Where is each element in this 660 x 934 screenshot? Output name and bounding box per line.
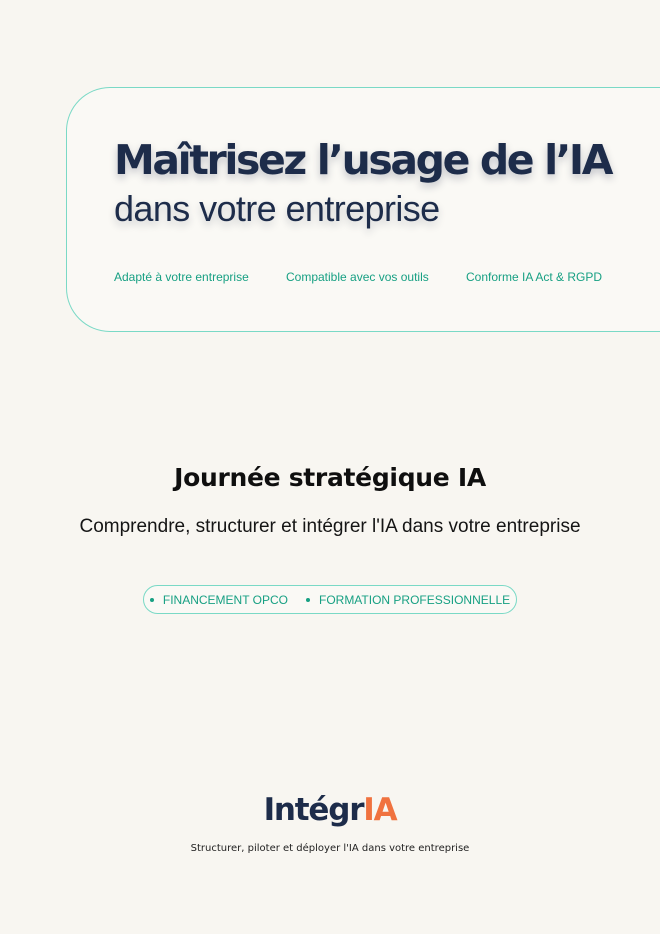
badge-opco (150, 593, 288, 607)
feature-compliance: Conforme IA Act & RGPD (466, 270, 603, 284)
hero-title: Maîtrisez l’usage de l’IA (114, 136, 612, 184)
badges-pill (143, 585, 517, 614)
bullet-dot-icon (150, 598, 154, 602)
feature-compatible: Compatible avec vos outils (286, 270, 429, 284)
hero-subtitle: dans votre entreprise (114, 188, 440, 229)
bullet-dot-icon (306, 598, 310, 602)
event-title: Journée stratégique IA (174, 463, 486, 492)
brand-name-part2: IA (363, 792, 397, 828)
badge-opco-label: FINANCEMENT OPCO (162, 592, 288, 607)
badge-formation (306, 593, 510, 607)
badge-formation-label: FORMATION PROFESSIONNELLE (318, 592, 511, 607)
brand-name-part1: Intégr (263, 792, 364, 828)
brand-tagline: Structurer, piloter et déployer l'IA dans votre entreprise (190, 843, 470, 854)
feature-adapted: Adapté à votre entreprise (114, 270, 249, 284)
brand-logo (0, 792, 660, 828)
event-subtitle: Comprendre, structurer et intégrer l'IA dans votre entreprise (79, 516, 581, 537)
